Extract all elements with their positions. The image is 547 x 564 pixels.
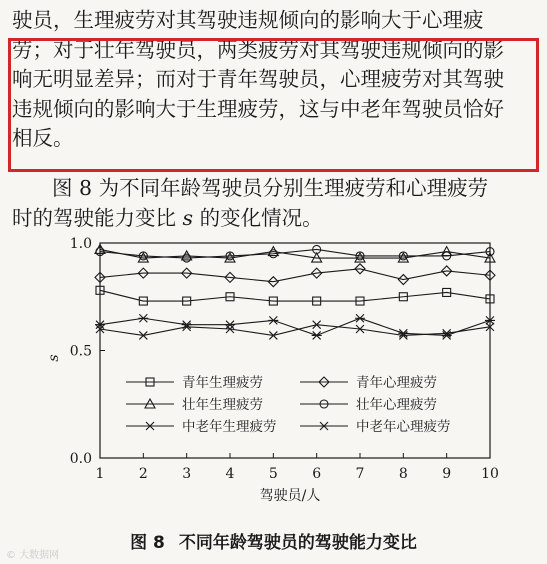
- series-line: [100, 269, 490, 282]
- legend-label: 壮年生理疲劳: [182, 397, 263, 413]
- legend-label: 壮年心理疲劳: [356, 397, 437, 413]
- asterisk-marker: [355, 314, 365, 322]
- legend-label: 中老年心理疲劳: [356, 419, 451, 435]
- asterisk-marker: [145, 422, 155, 430]
- figure-caption: [0, 528, 547, 553]
- x-tick-label: 7: [355, 466, 365, 482]
- x-tick-label: 6: [312, 466, 322, 482]
- intro-line-2-pre: 时的驾驶能力变比: [12, 205, 183, 230]
- x-tick-label: 8: [398, 466, 408, 482]
- series-line: [100, 290, 490, 301]
- x-tick-label: 9: [442, 466, 452, 482]
- x-tick-label: 10: [481, 466, 499, 482]
- y-tick-label: 0.5: [69, 343, 92, 360]
- watermark: © 大数据网: [6, 550, 60, 561]
- x-tick-label: 1: [95, 466, 105, 482]
- series-line: [100, 325, 490, 336]
- x-axis-label: 驾驶员/人: [259, 488, 321, 504]
- asterisk-marker: [138, 314, 148, 322]
- paragraph-line: 驶员，生理疲劳对其驾驶违规倾向的影响大于心理疲: [12, 8, 484, 32]
- asterisk-marker: [268, 316, 278, 324]
- caption-text: 不同年龄驾驶员的驾驶能力变比: [178, 533, 417, 553]
- y-tick-label: 0.0: [69, 451, 92, 467]
- y-tick-label: 1.0: [69, 236, 92, 252]
- x-tick-label: 5: [268, 466, 278, 482]
- paragraph-line: 相反。: [12, 126, 74, 150]
- asterisk-marker: [312, 331, 322, 339]
- intro-line-2-post: 的变化情况。: [193, 205, 323, 230]
- paragraph-line: 劳；对于壮年驾驶员，两类疲劳对其驾驶违规倾向的影: [12, 37, 504, 62]
- intro-line-1: 图 8 为不同年龄驾驶员分别生理疲劳和心理疲劳: [52, 176, 489, 200]
- intro-variable: s: [182, 205, 194, 230]
- paragraph-line: 违规倾向的影响大于生理疲劳，这与中老年驾驶员恰好: [12, 96, 504, 121]
- legend-label: 青年生理疲劳: [182, 375, 263, 391]
- legend-label: 青年心理疲劳: [356, 375, 437, 391]
- x-tick-label: 2: [138, 466, 148, 482]
- asterisk-marker: [225, 321, 235, 329]
- x-tick-label: 3: [182, 466, 192, 482]
- paragraph-line: 响无明显差异；而对于青年驾驶员，心理疲劳对其驾驶: [12, 67, 504, 91]
- legend-label: 中老年生理疲劳: [182, 419, 277, 435]
- x-tick-label: 4: [225, 466, 235, 482]
- caption-figure-number: 图 8: [130, 533, 165, 553]
- y-axis-label: s: [46, 354, 62, 362]
